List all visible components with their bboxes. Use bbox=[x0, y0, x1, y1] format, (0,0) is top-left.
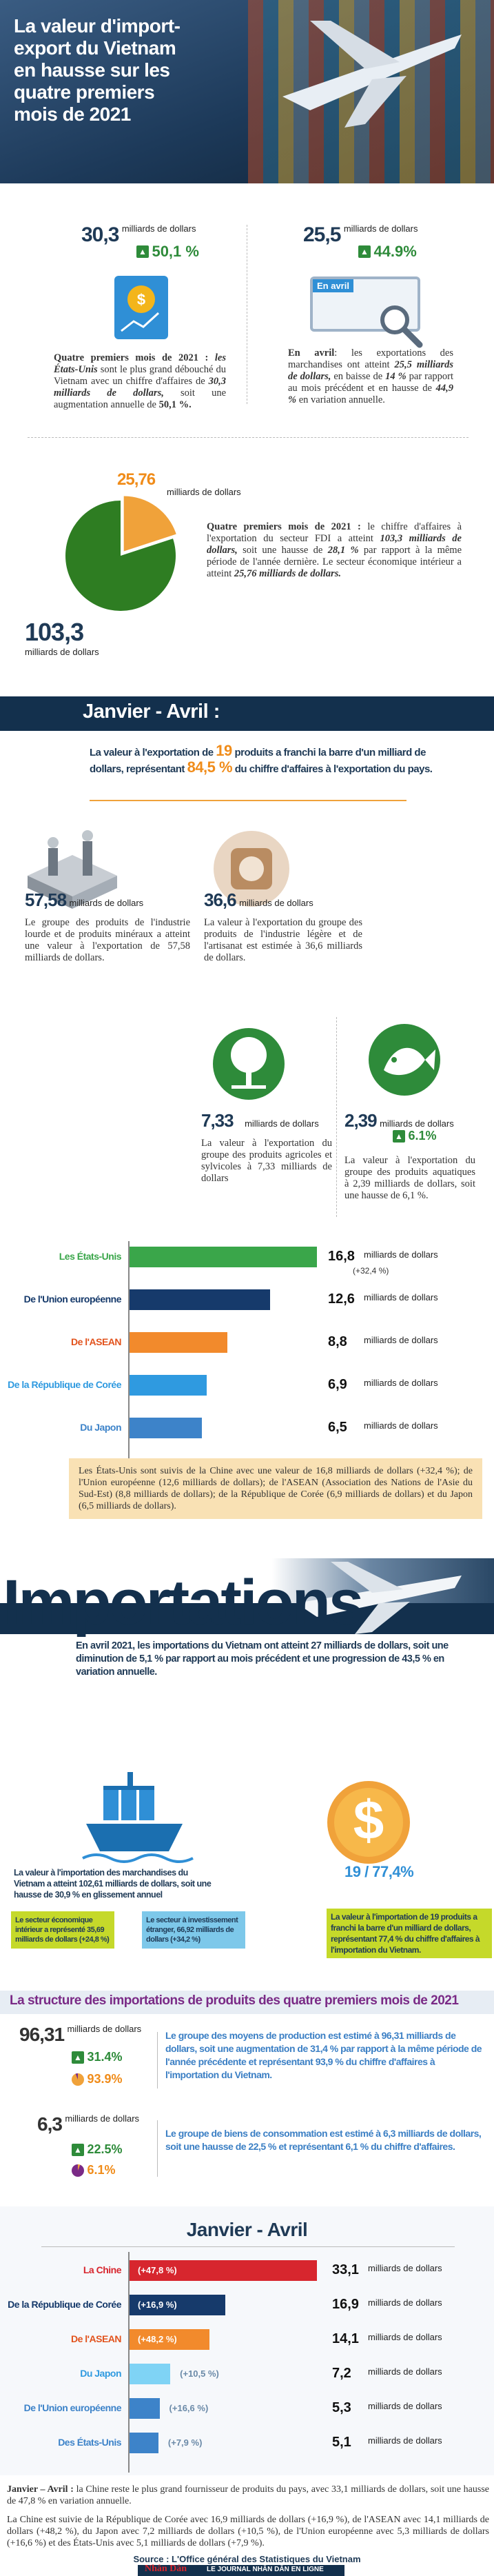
up-arrow-icon: ▲ bbox=[393, 1130, 405, 1143]
bar bbox=[130, 2364, 170, 2384]
up-arrow-icon: ▲ bbox=[358, 245, 371, 258]
divider bbox=[90, 800, 406, 801]
text: : les exportations des marchandises ont atteint bbox=[288, 348, 453, 370]
cons-share-row bbox=[72, 2163, 115, 2177]
light-unit: milliards de dollars bbox=[239, 898, 313, 908]
heavy-unit: milliards de dollars bbox=[69, 898, 144, 908]
magnifier-icon bbox=[375, 301, 424, 349]
cargo-ship-icon bbox=[83, 1772, 186, 1869]
bar-unit: milliards de dollars bbox=[364, 1249, 438, 1260]
cons-growth-row bbox=[72, 2142, 123, 2157]
prod-growth: 31.4% bbox=[87, 2050, 123, 2064]
text-bold-italic: 14 % bbox=[385, 371, 406, 382]
highlight-number: 19 bbox=[216, 742, 232, 759]
bar-value: 6,5 bbox=[328, 1420, 347, 1435]
prod-text: Le groupe des moyens de production est estimé à 96,31 milliards de dollars, soit une augmentation de 31,4 % par rapport à la même période de l'année précédente et représentant 93,9 % du chiffre d'affaires à l'importation du Vietnam. bbox=[165, 2030, 482, 2080]
pie-large-unit: milliards de dollars bbox=[25, 647, 99, 657]
bar-note: (+32,4 %) bbox=[353, 1266, 389, 1276]
text: la Chine reste le plus grand fournisseur de produits du pays, avec 33,1 milliards de dollars, soit une hausse de 47,8 % en variation annuelle. bbox=[7, 2484, 490, 2506]
text: représentant bbox=[126, 763, 185, 775]
bar-label: Des États-Unis bbox=[58, 2437, 121, 2448]
light-text: La valeur à l'exportation du groupe des produits de l'industrie légère et de l'artisanat est estimée à 36,6 milliards de dollars. bbox=[204, 917, 362, 963]
heavy-stat bbox=[25, 889, 143, 911]
prod-stat bbox=[19, 2024, 141, 2046]
aqua-text: La valeur à l'exportation du groupe des produits aquatiques à 2,39 milliards de dollars, soit une hausse de 6,1 %. bbox=[344, 1155, 475, 1201]
foreign-box: Le secteur à investissement étranger, 66,92 milliards de dollars (+34,2 %) bbox=[142, 1911, 245, 1949]
prod-share-row bbox=[72, 2072, 123, 2086]
bar-label: De la République de Corée bbox=[8, 2299, 121, 2310]
bar-unit: milliards de dollars bbox=[368, 2263, 442, 2273]
text-bold-italic: 30,3 milliards de dollars, bbox=[54, 376, 227, 399]
bar-change-label: (+16,6 %) bbox=[169, 2403, 209, 2413]
bar-change-label: (+10,5 %) bbox=[180, 2368, 219, 2379]
source-text: Source : L'Office général des Statistiques du Vietnam bbox=[133, 2554, 361, 2564]
bar bbox=[130, 2398, 160, 2419]
cons-unit: milliards de dollars bbox=[65, 2113, 140, 2124]
text: soit une augmentation annuelle de bbox=[54, 388, 226, 410]
tree-icon bbox=[211, 1026, 287, 1102]
up-arrow-icon: ▲ bbox=[72, 2144, 84, 2156]
airplane-image bbox=[269, 14, 475, 131]
imports-detail bbox=[0, 1669, 494, 1910]
bar-unit: milliards de dollars bbox=[364, 1420, 438, 1431]
heavy-text: Le groupe des produits de l'industrie lourde et de produits minéraux a atteint une valeur à l'exportation de 57,58 milliards de dollars. bbox=[25, 917, 190, 963]
bar-change-label: (+48,2 %) bbox=[138, 2334, 177, 2344]
imports-header bbox=[0, 1551, 494, 1678]
bar-unit: milliards de dollars bbox=[368, 2332, 442, 2342]
bar-change-label: (+47,8 %) bbox=[138, 2265, 177, 2275]
text: produits a franchi la barre d'un milliard de dollars, bbox=[90, 747, 426, 775]
footer bbox=[0, 2475, 494, 2576]
text: par rapport à la même période de l'année dernière. Le secteur économique intérieur a atteint bbox=[207, 545, 462, 579]
cons-share: 6.1% bbox=[87, 2163, 116, 2177]
bar-label: De la République de Corée bbox=[8, 1379, 121, 1390]
bar-unit: milliards de dollars bbox=[368, 2401, 442, 2411]
agri-stat bbox=[201, 1110, 319, 1131]
april-export-value: 25,5 bbox=[303, 223, 341, 246]
dollar-sign: $ bbox=[353, 1789, 384, 1851]
import-19-text: La valeur à l'importation de 19 produits a franchi la barre d'un milliard de dollars, représentant 77,4 % du chiffre d'affaires à l'importation du Vietnam. bbox=[327, 1909, 492, 1958]
us-export-stat bbox=[81, 223, 199, 261]
text-bold: En avril bbox=[288, 348, 335, 359]
highlight-number: 84,5 % bbox=[187, 758, 233, 776]
axis-line bbox=[128, 1241, 130, 1482]
text: soit une hausse de bbox=[243, 545, 323, 556]
bar bbox=[130, 1247, 317, 1267]
header bbox=[0, 0, 494, 183]
text-bold-italic: 25,5 milliards de dollars, bbox=[288, 359, 453, 382]
text-bold-italic: 25,76 milliards de dollars. bbox=[234, 568, 341, 579]
bar-value: 12,6 bbox=[328, 1291, 355, 1307]
export-markets-chart bbox=[0, 1234, 494, 1455]
text-bold-italic: 28,1 % bbox=[327, 545, 359, 556]
text-bold: 50,1 %. bbox=[158, 399, 192, 410]
cons-text: Le groupe de biens de consommation est estimé à 6,3 milliards de dollars, soit une hausse de 22,5 % et représentant 6,1 % du chiffre d'affaires. bbox=[165, 2128, 482, 2152]
text: en variation annuelle. bbox=[298, 394, 385, 405]
text: en baisse de bbox=[333, 371, 383, 382]
bar-change-label: (+16,9 %) bbox=[138, 2300, 177, 2310]
imports-title: Importations bbox=[3, 1567, 362, 1638]
agri-unit: milliards de dollars bbox=[245, 1118, 319, 1129]
bar-value: 16,8 bbox=[328, 1249, 355, 1264]
bar bbox=[130, 1289, 270, 1310]
fdi-section bbox=[0, 432, 494, 694]
footer-p1 bbox=[7, 2484, 489, 2507]
bar-label: De l'Union européenne bbox=[23, 2402, 121, 2413]
bar-unit: milliards de dollars bbox=[368, 2297, 442, 2308]
monitor-label: En avril bbox=[313, 279, 353, 292]
divider bbox=[41, 2246, 455, 2247]
text: La valeur à l'exportation de bbox=[90, 747, 214, 758]
market-note-box bbox=[0, 1451, 494, 1541]
april-export-text bbox=[288, 348, 453, 406]
fdi-text bbox=[207, 521, 462, 580]
bar-unit: milliards de dollars bbox=[368, 2435, 442, 2446]
bar-value: 6,9 bbox=[328, 1377, 347, 1392]
prod-value: 96,31 bbox=[19, 2024, 65, 2045]
bar bbox=[130, 2433, 158, 2453]
page-title: La valeur d'import-export du Vietnam en hausse sur les quatre premiers mois de 2021 bbox=[14, 15, 181, 125]
pie-small-unit: milliards de dollars bbox=[167, 487, 241, 497]
bar-label: Du Japon bbox=[80, 1422, 121, 1433]
text-bold-italic: 103,3 milliards de dollars, bbox=[207, 533, 462, 556]
text-bold-italic: les États-Unis bbox=[54, 352, 227, 375]
bar-unit: milliards de dollars bbox=[364, 1335, 438, 1345]
text-bold: Janvier – Avril : bbox=[7, 2484, 74, 2495]
section-band bbox=[0, 696, 494, 731]
pie-large-value: 103,3 bbox=[25, 618, 84, 646]
agri-value: 7,33 bbox=[201, 1110, 234, 1131]
export-summary-text bbox=[90, 743, 462, 776]
april-export-unit: milliards de dollars bbox=[343, 223, 418, 234]
bar bbox=[130, 1375, 207, 1396]
bar-label: Les États-Unis bbox=[59, 1251, 121, 1262]
text: par rapport au mois précédent et en hausse de bbox=[288, 371, 454, 394]
export-stats bbox=[0, 183, 494, 432]
text: le chiffre d'affaires à l'exportation du secteur FDI a atteint bbox=[207, 521, 462, 544]
text-bold: Quatre premiers mois de 2021 : bbox=[207, 521, 361, 532]
pie-small-value: 25,76 bbox=[117, 470, 156, 489]
bar-value: 14,1 bbox=[332, 2331, 359, 2346]
market-note: Les États-Unis sont suivis de la Chine avec une valeur de 16,8 milliards de dollars (+32,4 %); de l'Union européenne (12,6 milliards de dollars); de l'ASEAN (Association des Nations de l'Asie du Sud-Est) (8,8 milliards de dollars); de la République de Corée (6,9 milliards de dollars) et du Japon (6,5 milliards de dollars). bbox=[69, 1458, 482, 1519]
product-groups bbox=[0, 807, 494, 1234]
ship-text: La valeur à l'importation des marchandises du Vietnam a atteint 102,61 milliards de dollars, soit une hausse de 30,9 % en glissement annuel bbox=[14, 1868, 212, 1900]
aqua-value: 2,39 bbox=[344, 1110, 377, 1131]
divider bbox=[157, 2032, 158, 2089]
bar-value: 8,8 bbox=[328, 1334, 347, 1349]
light-value: 36,6 bbox=[204, 889, 236, 910]
imports-boxes bbox=[0, 1909, 494, 1981]
structure-section bbox=[0, 1982, 494, 2210]
text-bold: Quatre premiers mois de 2021 : bbox=[54, 352, 209, 363]
import-markets-chart bbox=[0, 2206, 494, 2475]
bar-label: De l'Union européenne bbox=[23, 1294, 121, 1305]
agri-text: La valeur à l'exportation du groupe des produits agricoles et sylvicoles à 7,33 milliards de dollars bbox=[201, 1138, 332, 1184]
april-export-growth: 44.9% bbox=[373, 243, 417, 260]
export-summary bbox=[0, 731, 494, 807]
bar-value: 5,1 bbox=[332, 2435, 351, 2450]
aqua-growth: 6.1% bbox=[408, 1129, 437, 1143]
pie-large-label bbox=[25, 618, 99, 657]
aqua-stat bbox=[344, 1110, 454, 1143]
logo: Nhân Dân bbox=[145, 2564, 187, 2574]
us-export-value: 30,3 bbox=[81, 223, 119, 246]
fish-icon bbox=[367, 1022, 442, 1098]
structure-title: La structure des importations de produits des quatre premiers mois de 2021 bbox=[10, 1993, 459, 2008]
text: sont le plus grand débouché du Vietnam avec un chiffre d'affaires de bbox=[54, 364, 226, 387]
bar-label: Du Japon bbox=[80, 2368, 121, 2379]
up-arrow-icon: ▲ bbox=[72, 2051, 84, 2064]
section-title: Janvier - Avril : bbox=[83, 701, 220, 723]
bar-unit: milliards de dollars bbox=[364, 1292, 438, 1302]
bar bbox=[130, 1418, 202, 1438]
cons-value: 6,3 bbox=[37, 2113, 62, 2135]
april-export-stat bbox=[303, 223, 418, 261]
brand-name: LE JOURNAL NHÂN DÂN EN LIGNE bbox=[207, 2566, 324, 2573]
cons-growth: 22.5% bbox=[87, 2142, 123, 2156]
bar bbox=[130, 1332, 227, 1353]
chart-card-icon bbox=[110, 273, 172, 342]
import-markets-title: Janvier - Avril bbox=[186, 2219, 308, 2240]
import-19-stat: 19 / 77,4% bbox=[344, 1863, 414, 1880]
divider bbox=[28, 437, 469, 438]
us-export-text bbox=[54, 352, 226, 411]
bar-value: 7,2 bbox=[332, 2366, 351, 2381]
bar-unit: milliards de dollars bbox=[368, 2366, 442, 2377]
text: du chiffre d'affaires à l'exportation du pays. bbox=[234, 763, 433, 775]
cons-stat bbox=[37, 2113, 139, 2135]
divider bbox=[157, 2120, 158, 2177]
bar-label: La Chine bbox=[83, 2264, 121, 2275]
pie-mini-icon bbox=[72, 2073, 84, 2086]
svg-text:$: $ bbox=[136, 291, 146, 308]
bar-change-label: (+7,9 %) bbox=[167, 2437, 203, 2448]
divider bbox=[336, 1017, 337, 1217]
prod-growth-row bbox=[72, 2050, 123, 2064]
bar-value: 33,1 bbox=[332, 2262, 359, 2277]
us-export-growth: 50,1 % bbox=[152, 243, 199, 260]
aqua-unit: milliards de dollars bbox=[380, 1118, 454, 1129]
domestic-box: Le secteur économique intérieur a représenté 35,69 milliards de dollars (+24,8 %) bbox=[11, 1911, 114, 1949]
imports-intro: En avril 2021, les importations du Vietnam ont atteint 27 milliards de dollars, soit une diminution de 5,1 % par rapport au mois précédent et une progression de 43,5 % en variation annuelle. bbox=[76, 1640, 449, 1678]
bar-unit: milliards de dollars bbox=[364, 1378, 438, 1388]
pie-chart bbox=[59, 494, 183, 618]
text-bold-italic: 44,9 % bbox=[288, 383, 453, 405]
light-stat bbox=[204, 889, 313, 911]
prod-share: 93.9% bbox=[87, 2072, 123, 2086]
bar-label: De l'ASEAN bbox=[70, 2333, 121, 2344]
heavy-value: 57,58 bbox=[25, 889, 67, 910]
pie-mini-icon bbox=[72, 2164, 84, 2177]
prod-unit: milliards de dollars bbox=[67, 2024, 142, 2034]
bar-value: 5,3 bbox=[332, 2400, 351, 2415]
bar-label: De l'ASEAN bbox=[70, 1336, 121, 1347]
footer-p2: La Chine est suivie de la République de Corée avec 16,9 milliards de dollars (+16,9 %), de l'ASEAN avec 14,1 milliards de dollars (+48,2 %), du Japon avec 7,2 milliards de dollars (+10,5 %), de l'Union européenne avec 5,3 milliards de dollars (+16,6 %) et des États-Unis avec 5,1 milliards de dollars (+7,9 %). bbox=[7, 2515, 489, 2548]
us-export-unit: milliards de dollars bbox=[121, 223, 196, 234]
bar-value: 16,9 bbox=[332, 2297, 359, 2312]
up-arrow-icon: ▲ bbox=[136, 245, 149, 258]
